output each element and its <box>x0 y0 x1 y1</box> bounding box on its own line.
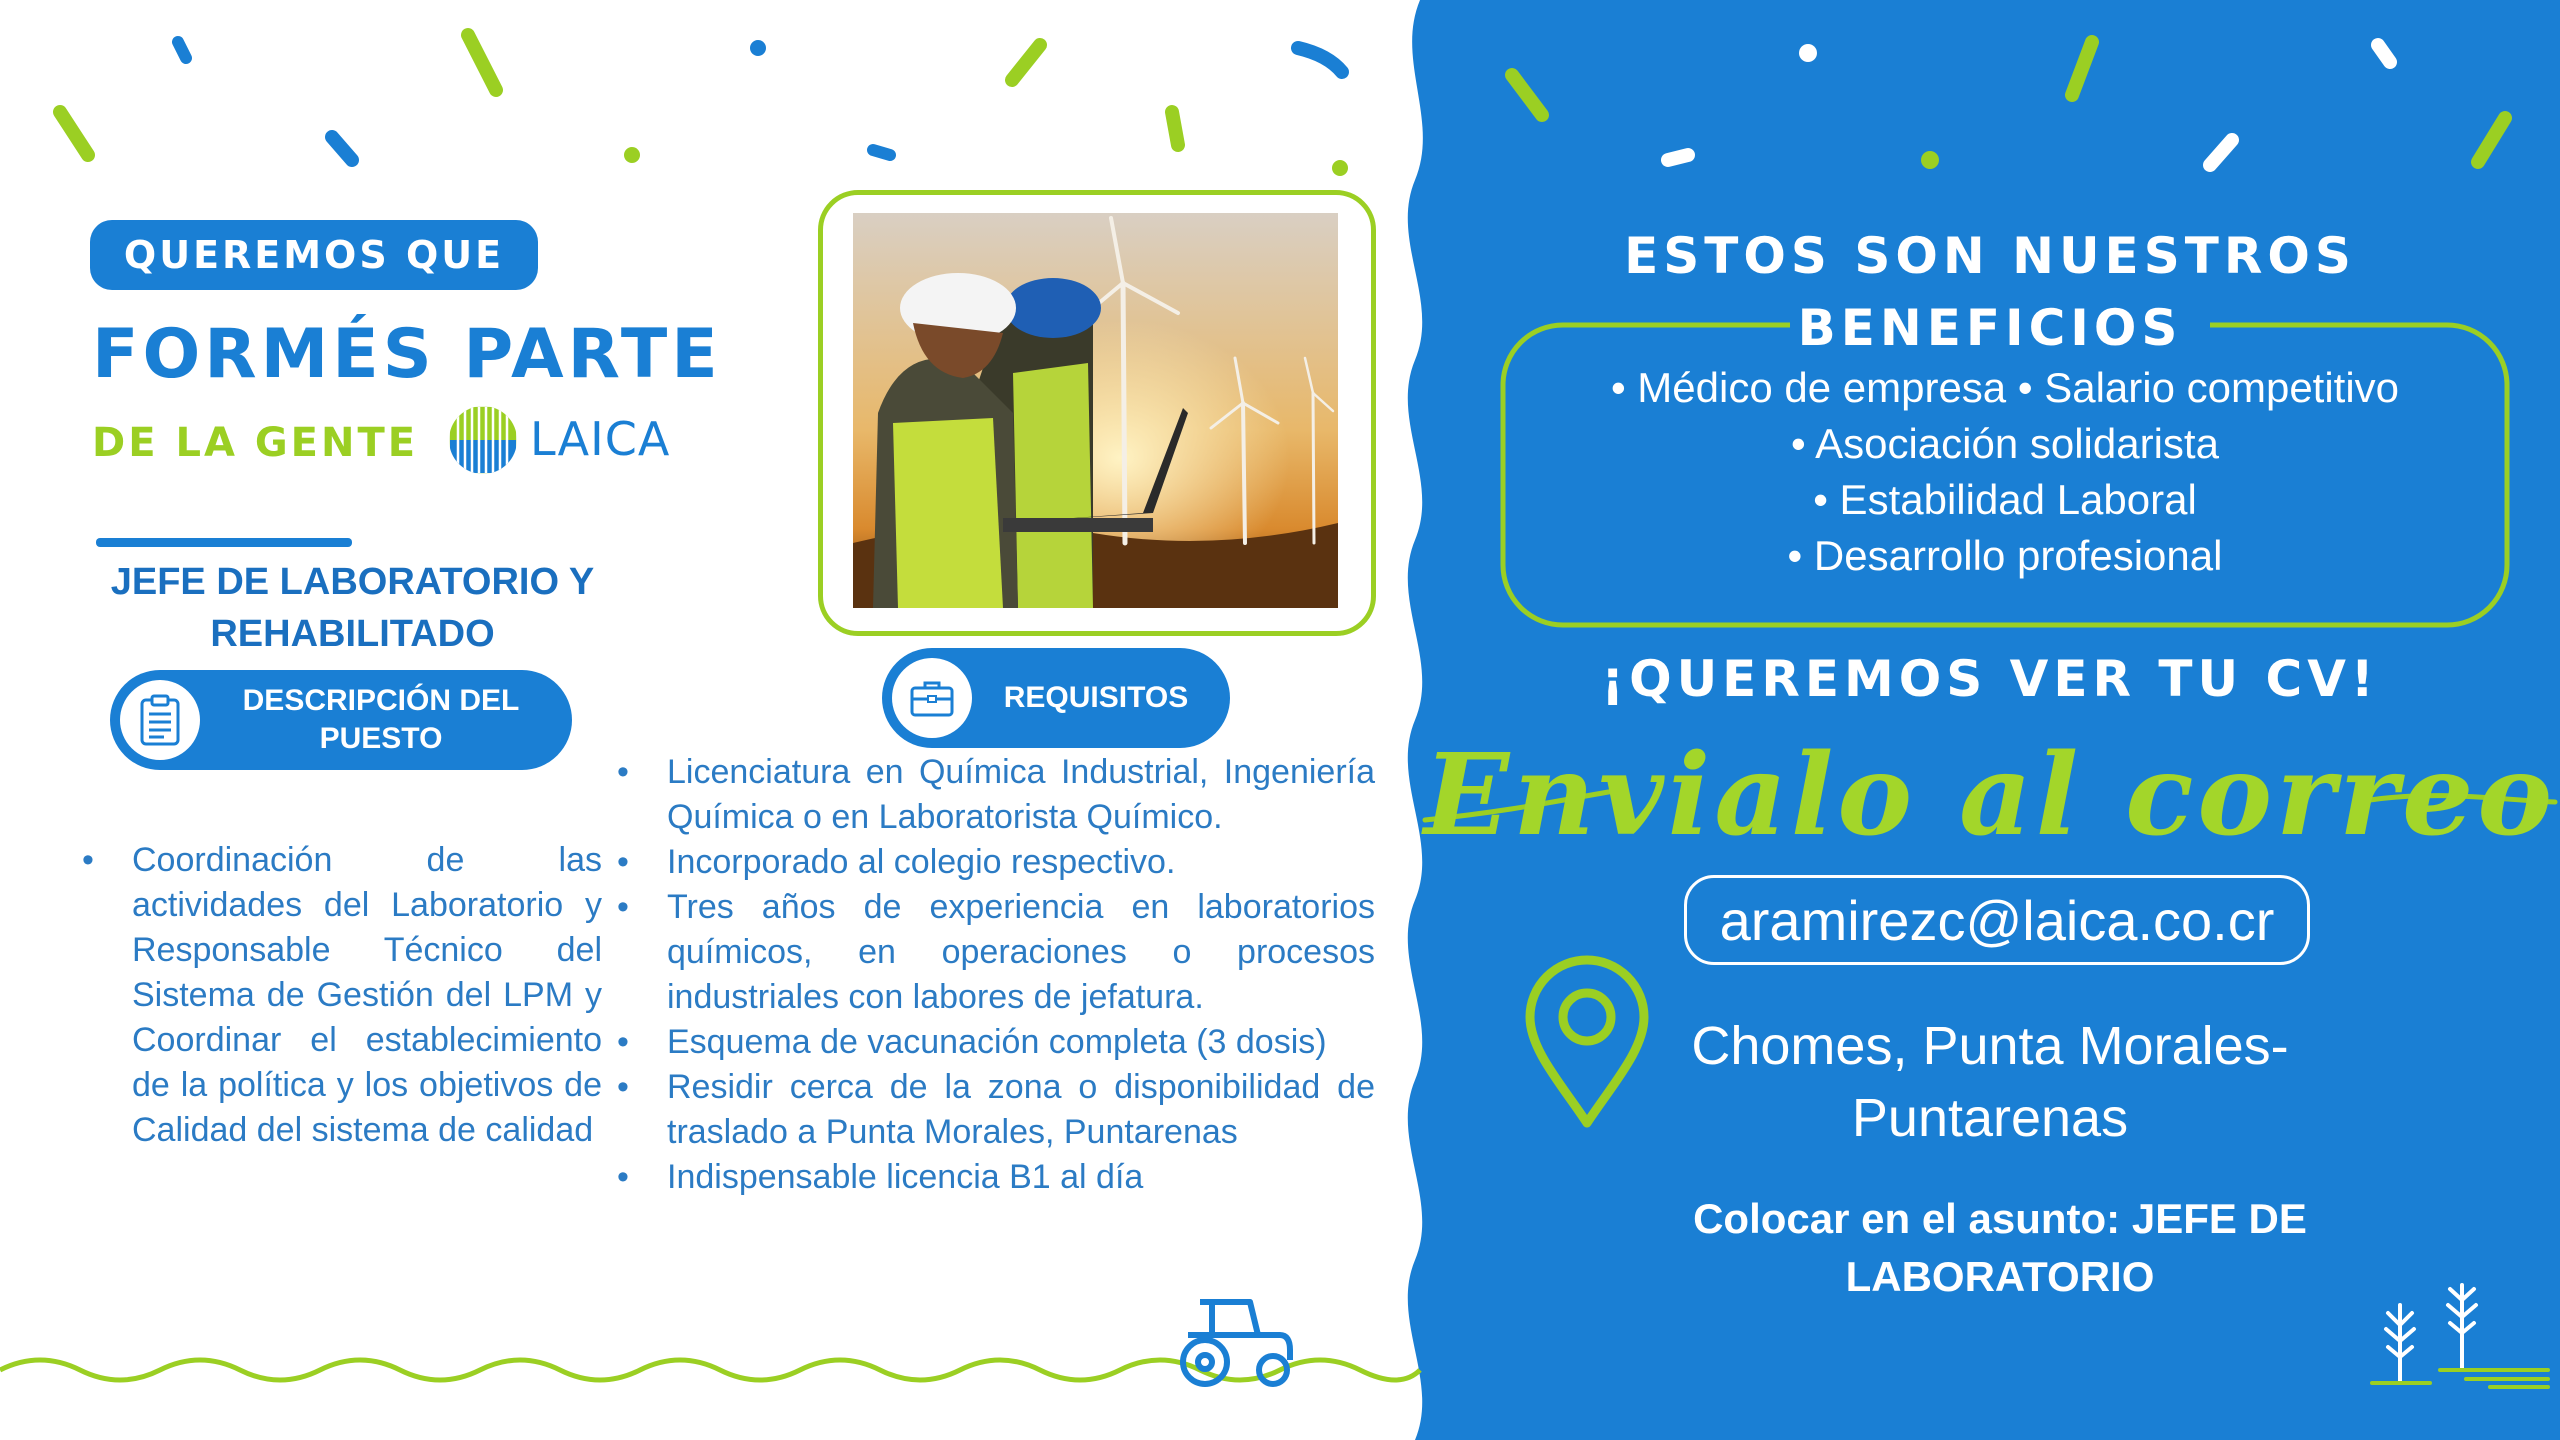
requirements-list <box>617 750 1375 1200</box>
description-label: DESCRIPCIÓN DEL PUESTO <box>242 684 520 755</box>
description-icon-circle <box>120 680 200 760</box>
requirement-item: • Tres años de experiencia en laboratorios químicos, en operaciones o procesos industriales con labores de jefatura. <box>617 885 1375 1020</box>
requirements-label: REQUISITOS <box>1003 681 1189 714</box>
location-pin-icon <box>1522 955 1652 1130</box>
benefits-title <box>1420 220 2560 364</box>
title-underline <box>96 538 352 547</box>
queremos-que-pill <box>90 220 538 290</box>
laica-logo-icon <box>446 403 520 477</box>
email-link[interactable] <box>1684 875 2310 965</box>
benefit-item: • Estabilidad Laboral <box>1813 476 2197 523</box>
laica-brand-text: LAICA <box>530 412 671 466</box>
photo-frame <box>818 190 1376 636</box>
script-heading: Envialo al correo <box>1423 730 2557 861</box>
subject-note: Colocar en el asunto: JEFE DE LABORATORIO <box>1693 1195 2307 1300</box>
description-item: • Coordinación de las actividades del Laboratorio y Responsable Técnico del Sistema de Gestión del LPM y Coordinar el establecimiento de la política y los objetivos de Calidad del sistema de calidad <box>82 838 602 1153</box>
briefcase-icon <box>909 678 955 718</box>
clipboard-icon <box>138 694 182 746</box>
requirement-item: • Incorporado al colegio respectivo. <box>617 840 1375 885</box>
requirement-item: • Residir cerca de la zona o disponibilidad de traslado a Punta Morales, Puntarenas <box>617 1065 1375 1155</box>
location-text: Chomes, Punta Morales-Puntarenas <box>1691 1016 2289 1148</box>
formes-parte-heading: FORMÉS PARTE <box>92 315 722 394</box>
description-list <box>82 838 602 1153</box>
requirements-pill <box>882 648 1230 748</box>
queremos-que-text: QUEREMOS QUE <box>123 233 505 277</box>
description-pill <box>110 670 572 770</box>
job-title: JEFE DE LABORATORIO Y REHABILITADO <box>110 561 595 655</box>
benefit-item: • Desarrollo profesional <box>1787 532 2223 579</box>
requirement-item: • Indispensable licencia B1 al día <box>617 1155 1375 1200</box>
sprouts-icon <box>2370 1275 2550 1390</box>
benefits-list <box>1505 360 2505 584</box>
tractor-icon <box>1170 1290 1300 1390</box>
requirements-icon-circle <box>892 658 972 738</box>
benefit-item: • Médico de empresa • Salario competitivo <box>1610 364 2400 411</box>
email-text[interactable]: aramirezc@laica.co.cr <box>1719 888 2275 952</box>
benefits-title-line1: ESTOS SON NUESTROS <box>1624 227 2356 285</box>
benefits-title-line2: BENEFICIOS <box>1797 299 2183 357</box>
benefit-item: • Asociación solidarista <box>1791 420 2219 467</box>
de-la-gente-text: DE LA GENTE <box>92 420 419 466</box>
requirement-item: • Esquema de vacunación completa (3 dosis) <box>617 1020 1375 1065</box>
cv-title: ¡QUEREMOS VER TU CV! <box>1601 650 2379 708</box>
engineers-wind-turbines-photo <box>853 213 1338 608</box>
requirement-item: • Licenciatura en Química Industrial, Ingeniería Química o en Laboratorista Químico. <box>617 750 1375 840</box>
